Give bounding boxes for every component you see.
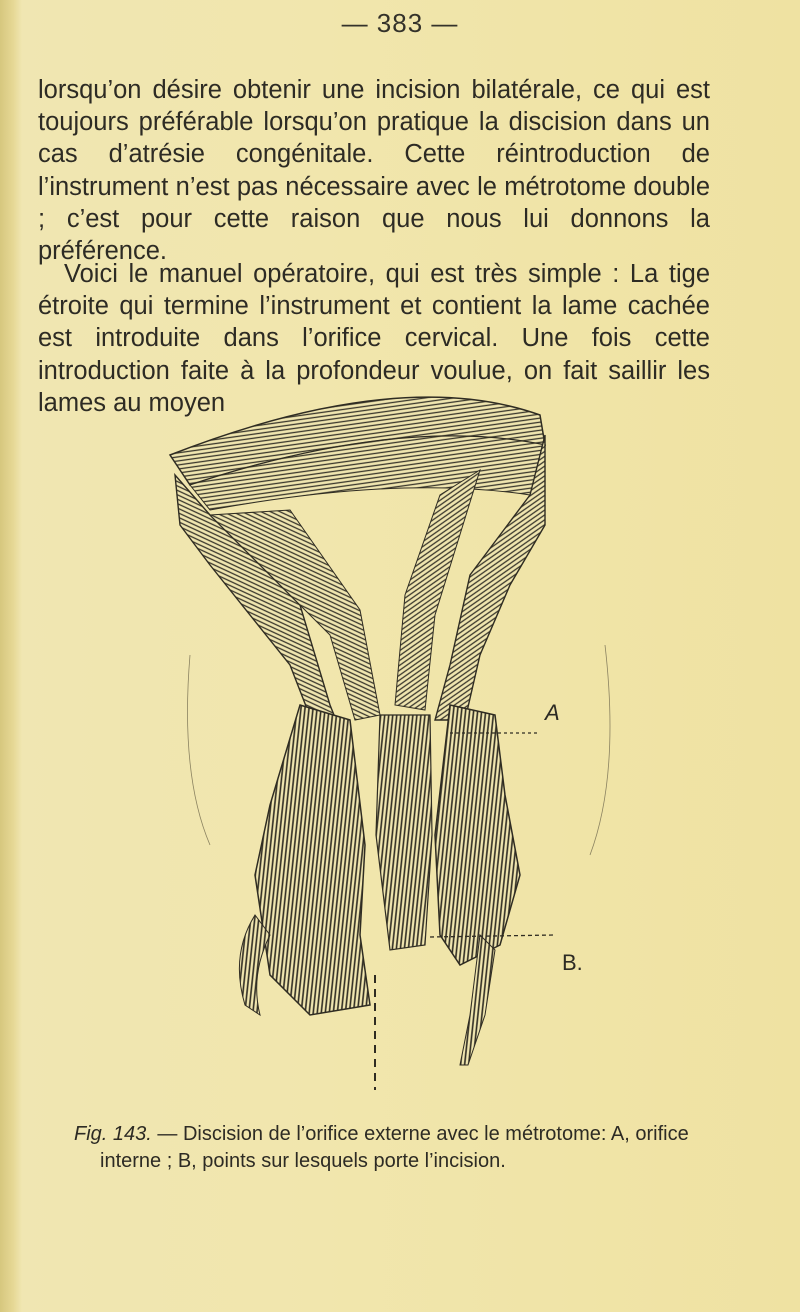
- caption-figure-number: Fig. 143.: [74, 1123, 152, 1145]
- caption-line-1: — Discision de l’orifice externe avec le métrotome: A, orifice: [151, 1123, 689, 1145]
- figure-label-b: B.: [562, 950, 583, 975]
- page-gutter-shadow: [0, 0, 22, 1312]
- paragraph-1: lorsqu’on désire obtenir une incision bilatérale, ce qui est toujours préférable lorsqu’on pratique la discision dans un cas d’atrésie congénitale. Cette réintroduction de l’instrument n’est pas nécessaire avec le métrotome double ; c’est pour cette raison que nous lui donnons la préférence.: [38, 76, 710, 266]
- figure-label-a: A: [545, 700, 560, 725]
- caption-line-2: interne ; B, points sur lesquels porte l’incision.: [100, 1150, 506, 1172]
- paragraph-2: Voici le manuel opératoire, qui est très simple : La tige étroite qui termine l’instrument et contient la lame cachée est introduite dans l’orifice cervical. Une fois cette introduction faite à la profondeur voulue, on fait saillir les lames au moyen: [38, 260, 710, 417]
- anatomical-figure: [150, 375, 650, 1120]
- page-number: — 383 —: [341, 8, 459, 38]
- figure-caption: [74, 1121, 764, 1175]
